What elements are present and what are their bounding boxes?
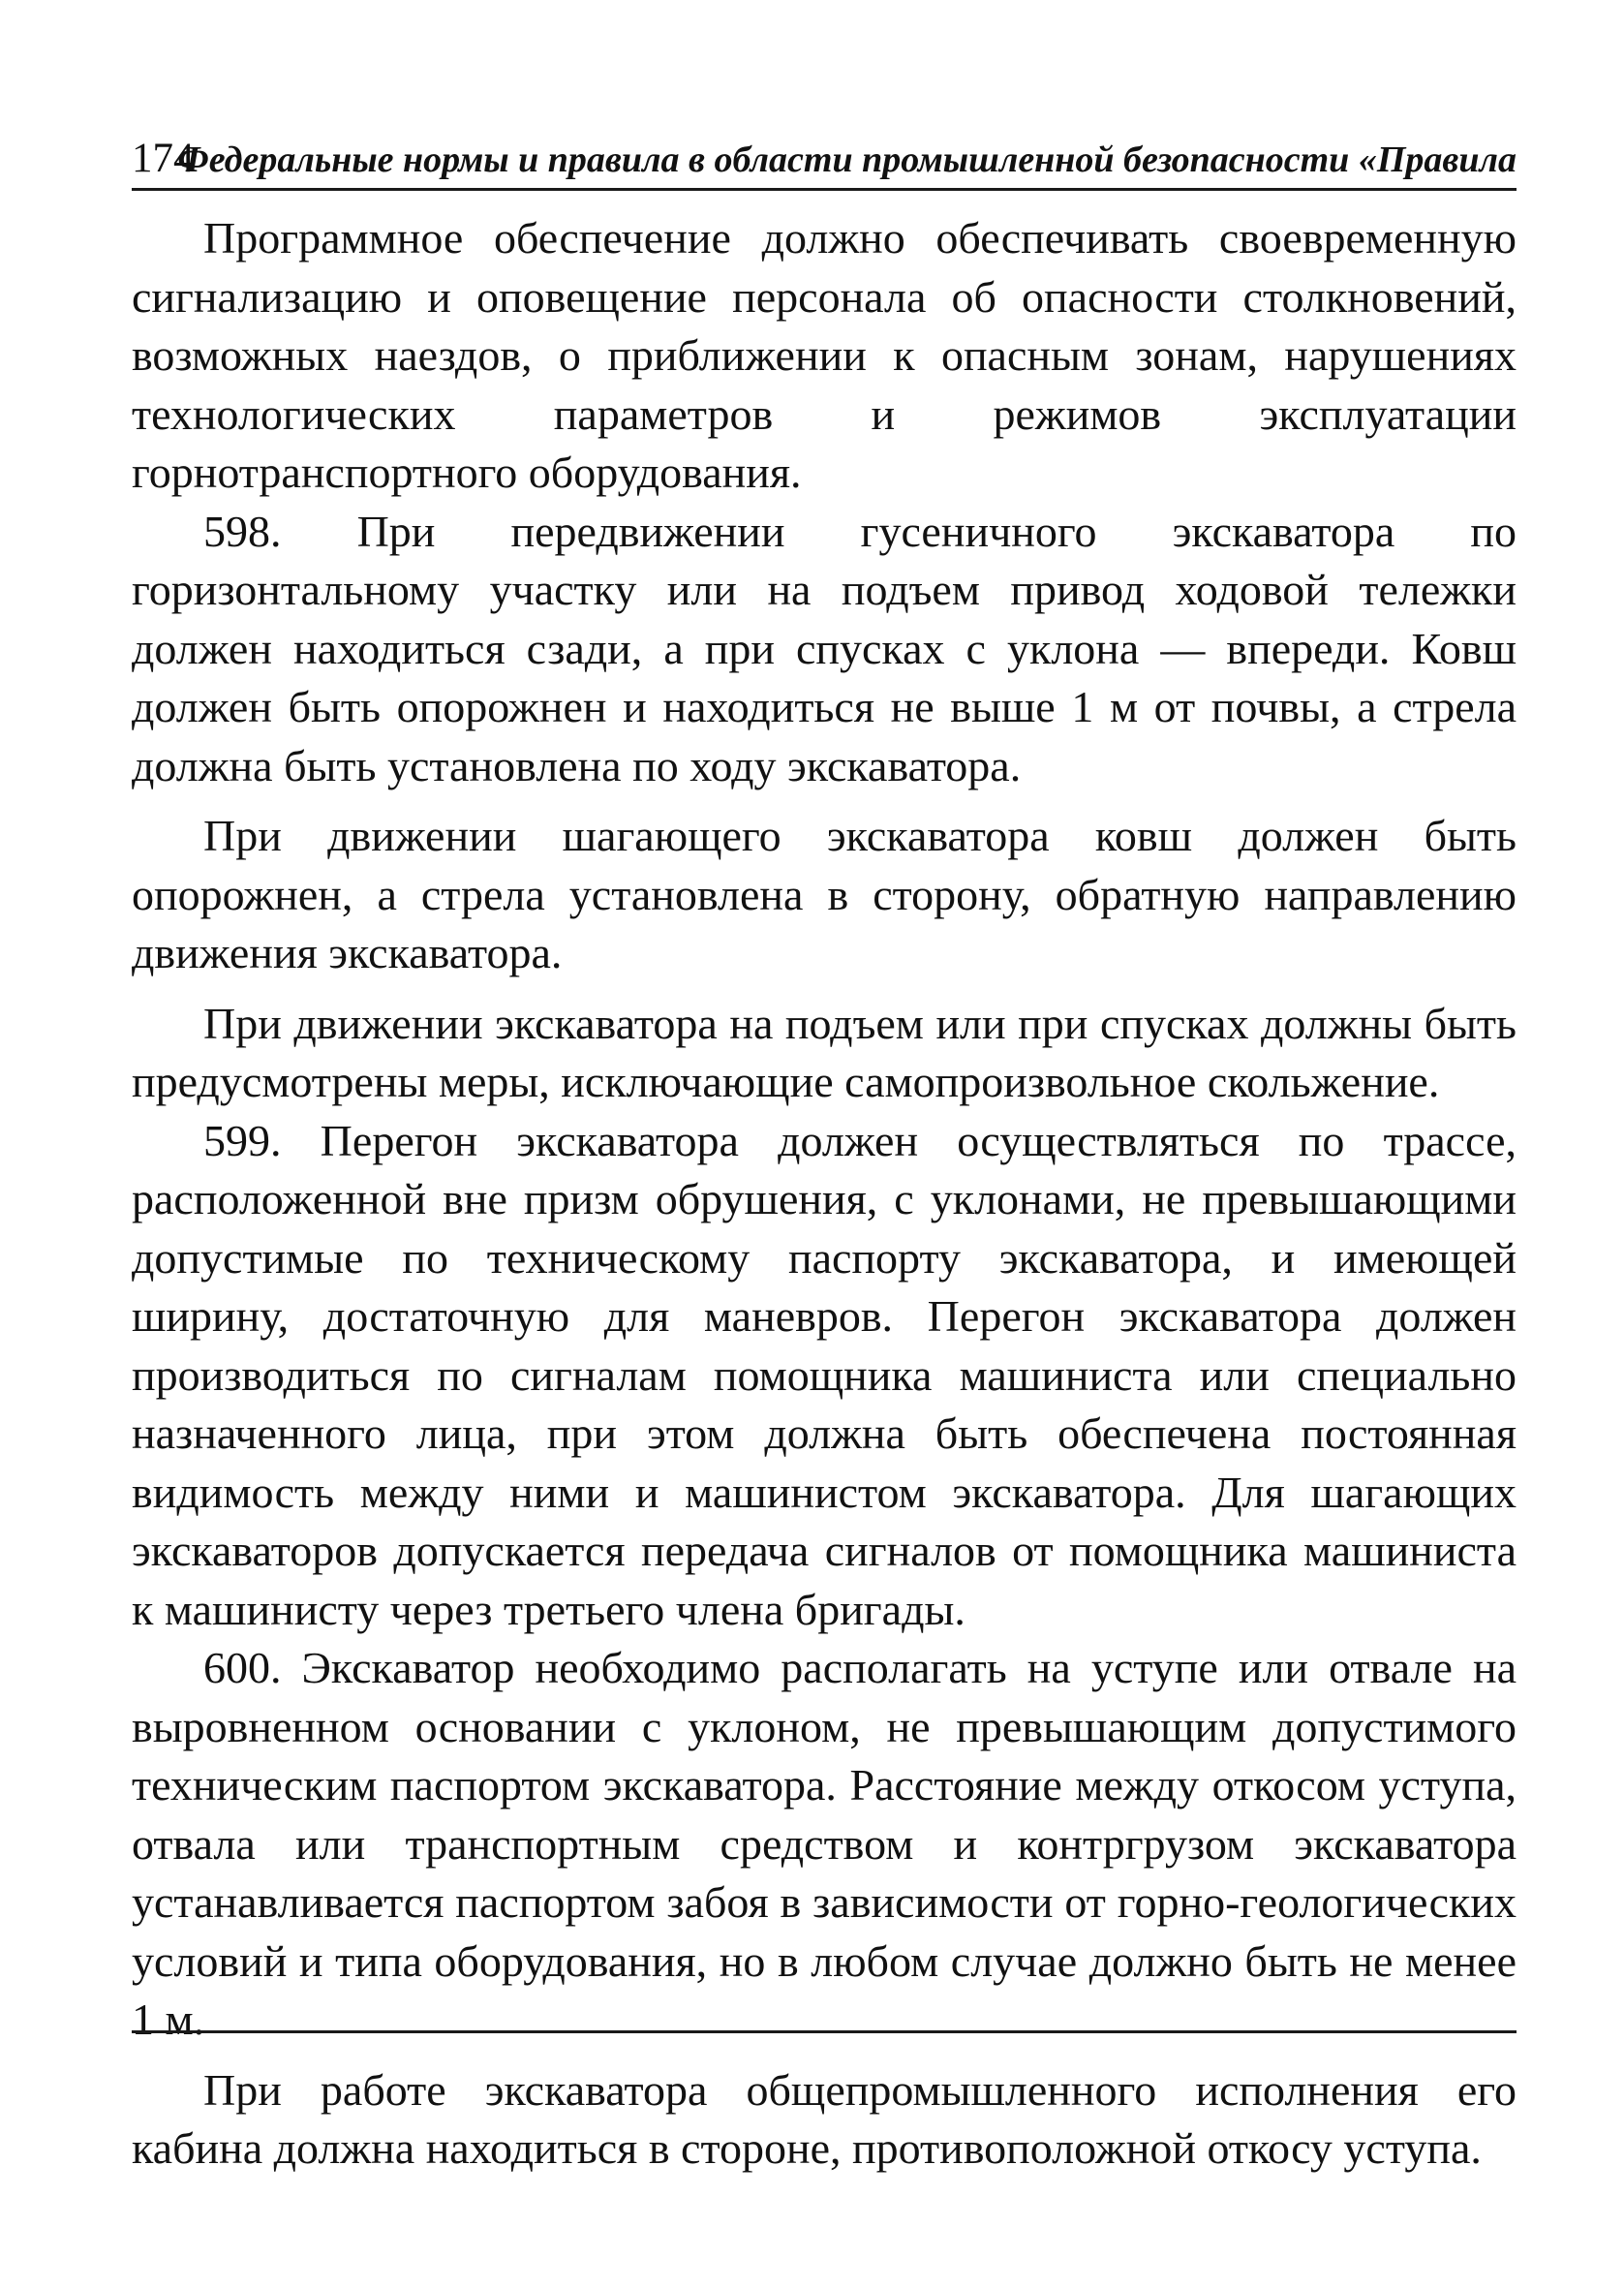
page-header bbox=[132, 134, 1517, 191]
paragraph-598: 598. При передвижении гусеничного экскаватора по горизонтальному участку или на подъем привод ходовой тележки должен находиться сзади, а при спусках с уклона — впереди. Ковш должен быть опорожнен и находиться не выше 1 м от почвы, а стрела должна быть установлена по ходу экскаватора. bbox=[132, 506, 1517, 790]
paragraph-600: 600. Экскаватор необходимо располагать на уступе или отвале на выровненном основании с уклоном, не превышающим допустимого техническим паспортом экскаватора. Расстояние между откосом уступа, отвала или транспортным средством и контргрузом экскаватора устанавливается паспортом забоя в зависимости от горно-геологических условий и типа оборудования, но в любом случае должно быть не менее 1 м. bbox=[132, 1643, 1517, 2044]
paragraph-slope-movement: При движении экскаватора на подъем или при спусках должны быть предусмотрены меры, исключающие самопроизвольное скольжение. bbox=[132, 998, 1517, 1106]
paragraph-walking-excavator: При движении шагающего экскаватора ковш должен быть опорожнен, а стрела установлена в сторону, обратную направлению движения экскаватора. bbox=[132, 811, 1517, 977]
body-text bbox=[132, 209, 1517, 2179]
page-number: 174 bbox=[132, 136, 195, 181]
paragraph-599: 599. Перегон экскаватора должен осуществляться по трассе, расположенной вне призм обрушения, с уклонами, не превышающими допустимые по техническому паспорту экскаватора, и имеющей ширину, достаточную для маневров. Перегон экскаватора должен производиться по сигналам помощника машиниста или специально назначенного лица, при этом должна быть обеспечена постоянная видимость между ними и машинистом экскаватора. Для шагающих экскаваторов допускается передача сигналов от помощника машиниста к машинисту через третьего члена бригады. bbox=[132, 1115, 1517, 1634]
paragraph-software-signaling: Программное обеспечение должно обеспечивать своевременную сигнализацию и оповещение персонала об опасности столкновений, возможных наездов, о приближении к опасным зонам, нарушениях технологических параметров и режимов эксплуатации горнотранспортного оборудования. bbox=[132, 213, 1517, 497]
paragraph-cabin-position: При работе экскаватора общепромышленного исполнения его кабина должна находиться в стороне, противоположной откосу уступа. bbox=[132, 2064, 1517, 2173]
bottom-rule bbox=[132, 2030, 1517, 2033]
running-head: Федеральные нормы и правила в области промышленной безопасности «Правила bbox=[177, 139, 1517, 180]
